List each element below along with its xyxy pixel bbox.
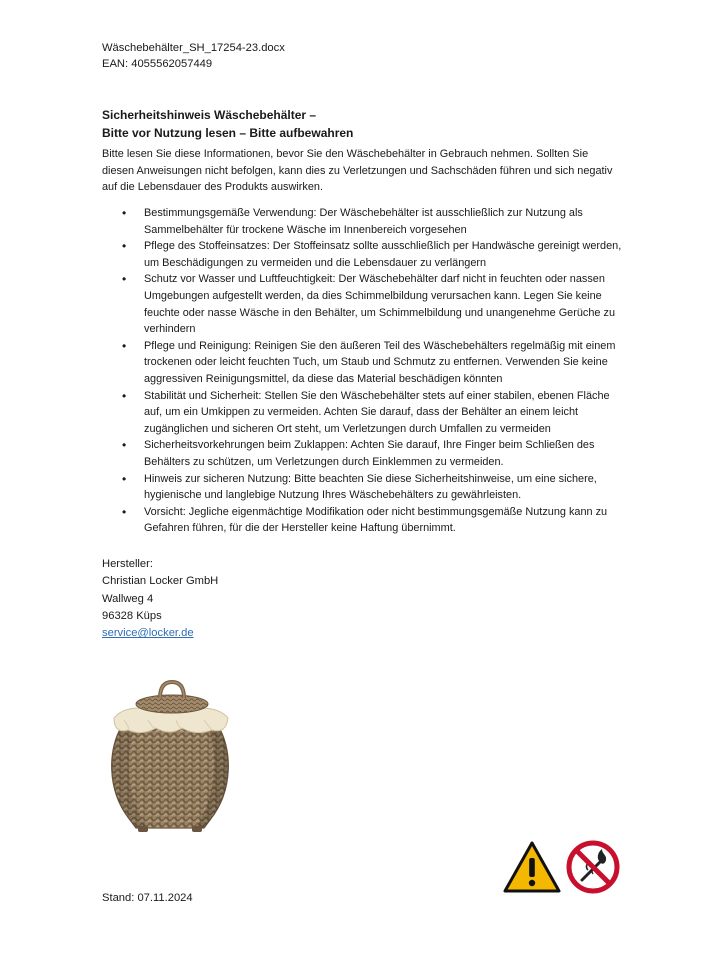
stand-date: Stand: 07.11.2024 — [102, 892, 193, 904]
safety-heading — [102, 106, 353, 142]
manufacturer-block — [102, 556, 218, 642]
manufacturer-city: 96328 Küps — [102, 609, 162, 622]
bullet-item-safe-use: • Hinweis zur sicheren Nutzung: Bitte beachten Sie diese Sicherheitshinweise, um eine sichere, hygienische und langlebige Nutzung Ihres Wäschebehälters zu gewährleisten. — [102, 471, 622, 504]
heading-line-1: Sicherheitshinweis Wäschebehälter – — [102, 108, 317, 122]
ean-number: EAN: 4055562057449 — [102, 58, 213, 70]
warning-triangle-icon — [503, 841, 561, 893]
bullet-item-moisture-protection: • Schutz vor Wasser und Luftfeuchtigkeit: Der Wäschebehälter darf nicht in feuchten oder nassen Umgebungen aufgestellt werden, da dies Schimmelbildung verursachen kann. Legen Sie keine feuchte oder nasse Wäsche in den Behälter, um Schimmelbildung und unangenehme Gerüche zu verhindern — [102, 271, 622, 337]
manufacturer-company: Christian Locker GmbH — [102, 575, 219, 588]
bullet-item-closing-safety: • Sicherheitsvorkehrungen beim Zuklappen: Achten Sie darauf, Ihre Finger beim Schließen des Behälters zu schützen, um Verletzungen durch Einklemmen zu vermeiden. — [102, 437, 622, 470]
bullet-item-fabric-care: • Pflege des Stoffeinsatzes: Der Stoffeinsatz sollte ausschließlich per Handwäsche gereinigt werden, um Beschädigungen zu vermeiden und die Lebensdauer zu verlängern — [102, 238, 622, 271]
document-filename: Wäschebehälter_SH_17254-23.docx — [102, 42, 285, 54]
manufacturer-email-link[interactable]: service@locker.de — [102, 627, 194, 640]
bullet-item-caution: • Vorsicht: Jegliche eigenmächtige Modifikation oder nicht bestimmungsgemäße Nutzung kann zu Gefahren führen, für die der Hersteller keine Haftung übernimmt. — [102, 504, 622, 537]
bullet-item-intended-use: • Bestimmungsgemäße Verwendung: Der Wäschebehälter ist ausschließlich zur Nutzung als Sammelbehälter für trockene Wäsche im Innenbereich vorgesehen — [102, 205, 622, 238]
no-open-flame-icon — [566, 840, 620, 894]
manufacturer-street: Wallweg 4 — [102, 592, 154, 605]
laundry-basket-image — [100, 678, 240, 838]
intro-paragraph: Bitte lesen Sie diese Informationen, bevor Sie den Wäschebehälter in Gebrauch nehmen. Sollten Sie diesen Anweisungen nicht befolgen, kann dies zu Verletzungen und Sachschäden führen und sich negativ auf die Lebensdauer des Produkts auswirken. — [102, 148, 613, 194]
document-meta — [102, 40, 285, 72]
bullet-item-cleaning: • Pflege und Reinigung: Reinigen Sie den äußeren Teil des Wäschebehälters regelmäßig mit einem trockenen oder leicht feuchten Tuch, um Staub und Schmutz zu entfernen. Verwenden Sie keine aggressiven Reinigungsmittel, da diese das Material beschädigen könnten — [102, 338, 622, 388]
manufacturer-label: Hersteller: — [102, 558, 153, 570]
safety-bullet-list — [102, 205, 622, 537]
heading-line-2: Bitte vor Nutzung lesen – Bitte aufbewahren — [102, 126, 354, 140]
bullet-item-stability: • Stabilität und Sicherheit: Stellen Sie den Wäschebehälter stets auf einer stabilen, ebenen Fläche auf, um ein Umkippen zu vermeiden. Achten Sie darauf, dass der Behälter an einem leicht zugänglichen und sicheren Ort steht, um Verletzungen durch Umfallen zu vermeiden — [102, 388, 622, 438]
